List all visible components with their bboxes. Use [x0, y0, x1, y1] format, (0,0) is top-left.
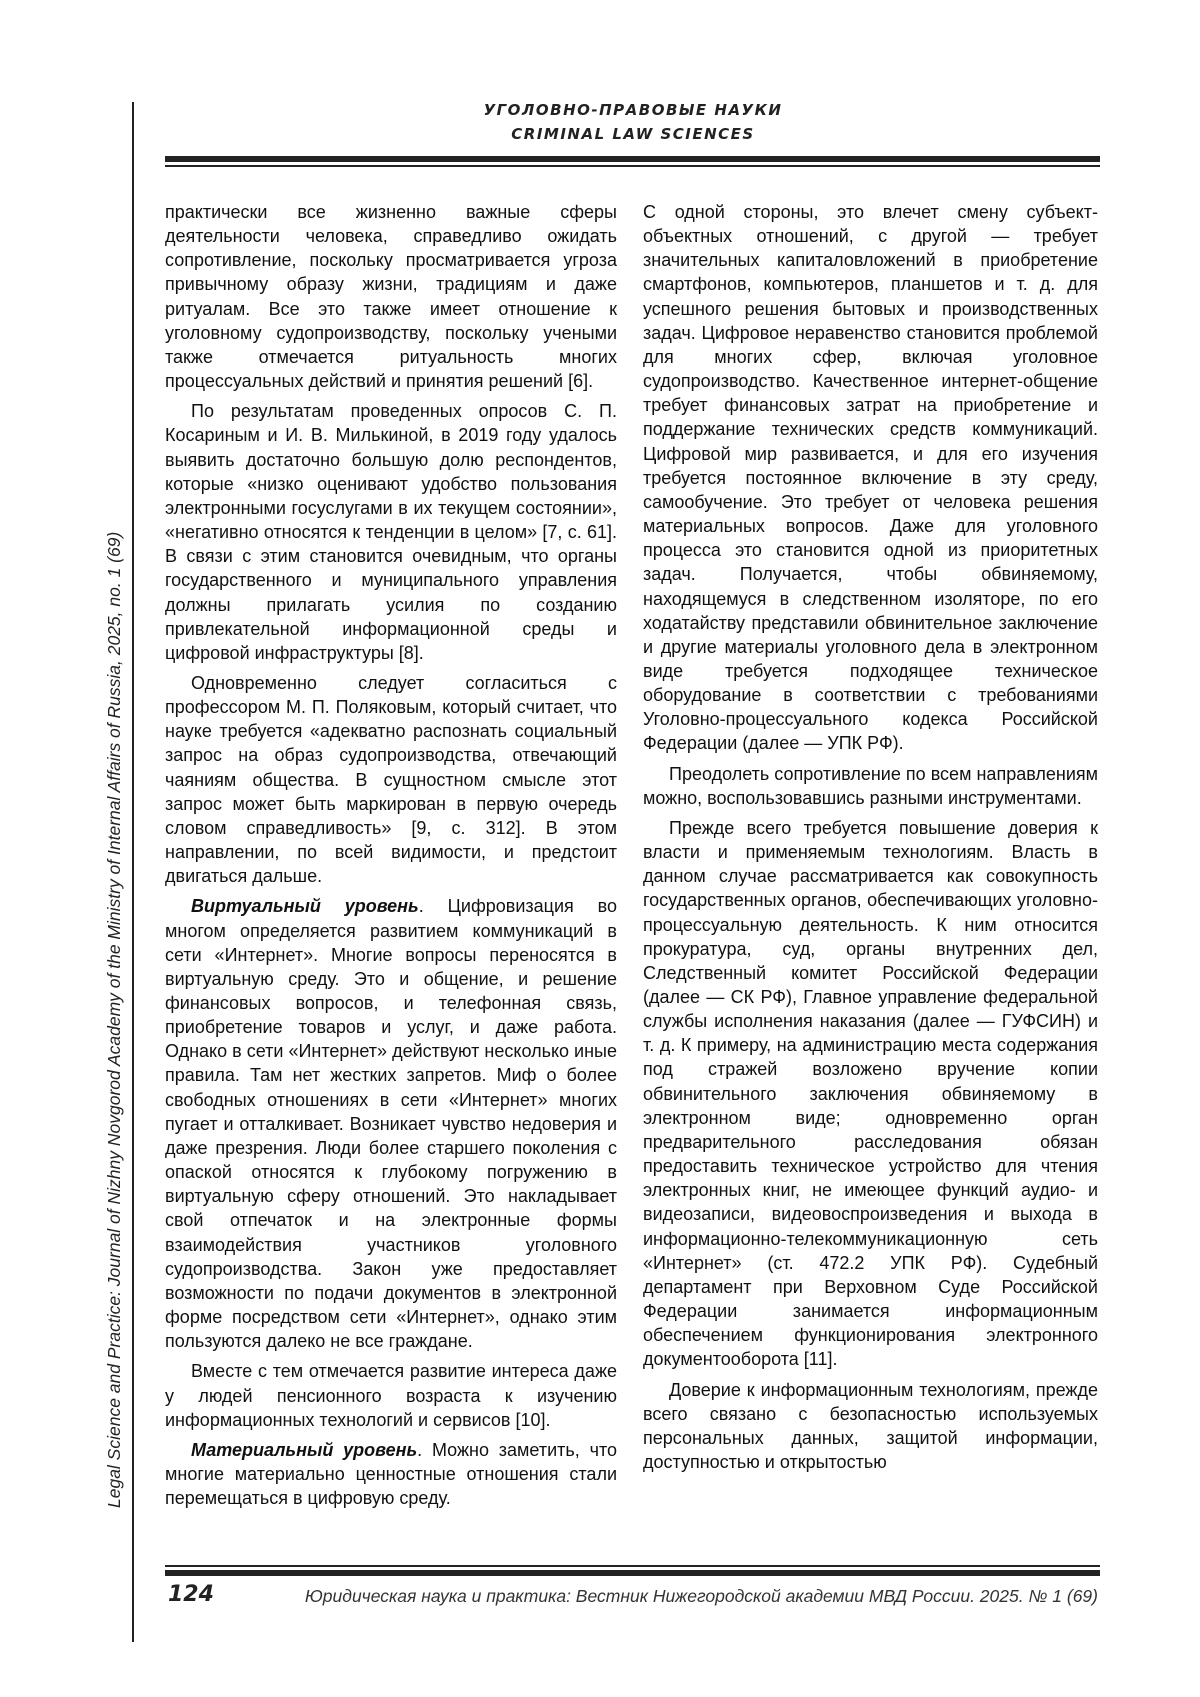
subheading-virtual-level: Виртуальный уровень — [191, 896, 419, 917]
header-rule-thick — [165, 156, 1100, 162]
header-section-ru: УГОЛОВНО-ПРАВОВЫЕ НАУКИ — [483, 101, 783, 119]
paragraph: По результатам проведенных опросов С. П. Косариным и И. В. Милькиной, в 2019 году удалось выявить достаточно большую долю респондентов, которые «низко оценивают удобство пользования электронными госуслугами в их текущем состоянии», «негативно относятся к тенденции в целом» [7, с. 61]. В связи с этим становится очевидным, что органы государственного и муниципального управления должны прилагать усилия по созданию привлекательной информационной среды и цифровой инфраструктуры [8]. — [165, 401, 617, 663]
header-rule-thin — [165, 165, 1100, 167]
paragraph-text: . Цифровизация во многом определяется развитием коммуникаций в сети «Интернет». Многие вопросы переносятся в виртуальную среду. Это и общение, и решение финансовых вопросов, и телефонная связь, приобретение товаров и услуг, и даже работа. Однако в сети «Интернет» действуют несколько иные правила. Там нет жестких запретов. Миф о более свободных отношениях в сети «Интернет» многих пугает и отталкивает. Возникает чувство недоверия и даже презрения. Люди более старшего поколения с опаской относятся к глубокому погружению в виртуальную сферу отношений. Это накладывает свой отпечаток и на электронные формы взаимодействия участников уголовного судопроизводства. Закон уже предоставляет возможности по подачи документов в электронной форме посредством сети «Интернет», однако этим пользуются далеко не все граждане. — [165, 896, 617, 1352]
running-header — [168, 98, 1098, 146]
paragraph: практически все жизненно важные сферы деятельности человека, справедливо ожидать сопротивление, поскольку просматривается угроза привычному образу жизни, традициям и даже ритуалам. Все это также имеет отношение к уголовному судопроизводству, поскольку учеными также отмечается ритуальность многих процессуальных действий и принятия решений [6]. — [165, 202, 617, 392]
side-journal-title: Legal Science and Practice: Journal of Nizhny Novgorod Academy of the Ministry of Internal Affairs of Russia, 2025, no. 1 (69) — [104, 531, 124, 1508]
footer-rule-thick — [165, 1570, 1100, 1576]
paragraph: Одновременно следует согласиться с профессором М. П. Поляковым, который считает, что науке требуется «адекватно распознать социальный запрос на образ судопроизводства, отвечающий чаяниям общества. В сущностном смысле этот запрос может быть маркирован в первую очередь словом справедливость» [9, с. 312]. В этом направлении, по всей видимости, и предстоит двигаться дальше. — [165, 672, 617, 887]
right-column — [643, 200, 1098, 1480]
header-section-en: CRIMINAL LAW SCIENCES — [511, 125, 755, 143]
footer-journal-title: Юридическая наука и практика: Вестник Нижегородской академии МВД России. 2025. № 1 (69) — [304, 1586, 1098, 1606]
page-number: 124 — [168, 1582, 214, 1607]
paragraph: Преодолеть сопротивление по всем направлениям можно, воспользовавшись разными инструментами. — [643, 763, 1098, 808]
paragraph — [165, 894, 617, 1353]
paragraph: С одной стороны, это влечет смену субъект-объектных отношений, с другой — требует значительных капиталовложений в приобретение смартфонов, компьютеров, планшетов и т. д. для успешного решения бытовых и производственных задач. Цифровое неравенство становится проблемой для многих сфер, включая уголовное судопроизводство. Качественное интернет-общение требует финансовых затрат на приобретение и поддержание технических средств коммуникаций. Цифровой мир развивается, и для его изучения требуется постоянное включение в эту среду, самообучение. Это требует от человека решения материальных вопросов. Даже для уголовного процесса это становится одной из приоритетных задач. Получается, чтобы обвиняемому, находящемуся в следственном изоляторе, по его ходатайству представили обвинительное заключение и другие материалы уголовного дела в электронном виде требуется подходящее техническое оборудование в соответствии с требованиями Уголовно-процессуального кодекса Российской Федерации (далее — УПК РФ). — [643, 202, 1098, 754]
paragraph-text: . Можно заметить, что многие материально ценностные отношения стали перемещаться в цифровую среду. — [165, 1439, 617, 1509]
footer-rule-thin — [165, 1565, 1100, 1567]
paragraph — [165, 1438, 617, 1510]
subheading-material-level: Материальный уровень — [191, 1439, 418, 1460]
paragraph: Вместе с тем отмечается развитие интереса даже у людей пенсионного возраста к изучению информационных технологий и сервисов [10]. — [165, 1361, 617, 1430]
paragraph: Прежде всего требуется повышение доверия к власти и применяемым технологиям. Власть в данном случае рассматривается как совокупность государственных органов, обеспечивающих уголовно-процессуальную деятельность. К ним относится прокуратура, суд, органы внутренних дел, Следственный комитет Российской Федерации (далее — СК РФ), Главное управление федеральной службы исполнения наказания (далее — ГУФСИН) и т. д. К примеру, на администрацию места содержания под стражей возложено вручение копии обвинительного заключения обвиняемому в электронном виде; одновременно орган предварительного расследования обязан предоставить техническое устройство для чтения электронных книг, не имеющее функций аудио- и видеозаписи, видеовоспроизведения и выхода в информационно-телекоммуникационную сеть «Интернет» (ст. 472.2 УПК РФ). Судебный департамент при Верховном Суде Российской Федерации занимается информационным обеспечением функционирования электронного документооборота [11]. — [643, 817, 1098, 1370]
left-column — [165, 200, 617, 1516]
side-rule — [132, 102, 134, 1642]
paragraph: Доверие к информационным технологиям, прежде всего связано с безопасностью используемых персональных данных, защитой информации, доступностью и открытостью — [643, 1379, 1098, 1472]
